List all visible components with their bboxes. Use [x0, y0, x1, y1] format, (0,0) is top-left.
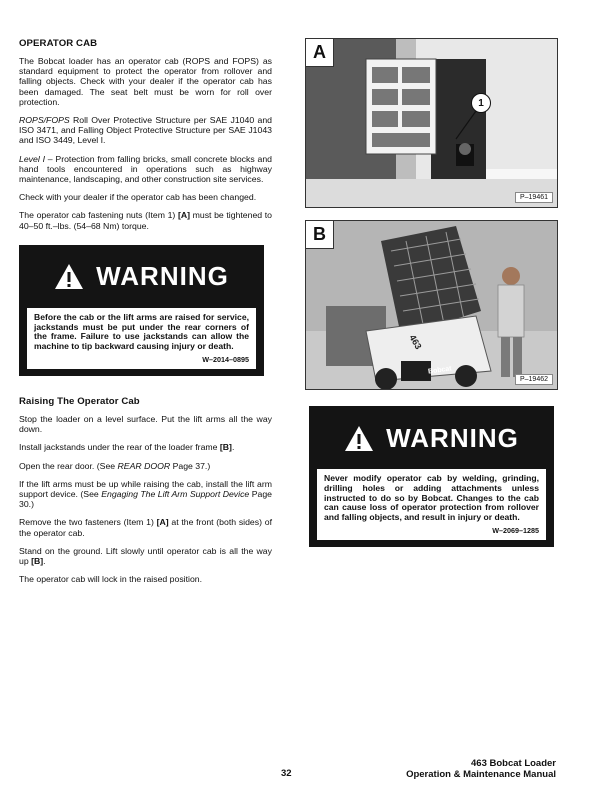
photo-a-cab-fastener: [305, 38, 558, 208]
step-cab-locks: The operator cab will lock in the raised position.: [19, 574, 203, 585]
lift-arm-support-reference: Engaging The Lift Arm Support Device: [101, 489, 250, 500]
photo-a-label: A: [306, 39, 334, 67]
photo-a-code: P–19461: [515, 192, 553, 203]
rops-term: ROPS/FOPS: [19, 115, 70, 126]
torque-paragraph: The operator cab fastening nuts (Item 1) [A] must be tightened to 40–50 ft.–lbs. (54–68 Nm) torque.: [19, 210, 272, 231]
warning-title: WARNING: [386, 422, 519, 453]
subsection-heading: Raising The Operator Cab: [19, 396, 140, 408]
step-rear-door: Open the rear door. (See REAR DOOR Page 37.): [19, 460, 211, 471]
warning-triangle-icon: [344, 425, 374, 452]
step-jackstands: Install jackstands under the rear of the loader frame [B].: [19, 442, 235, 453]
dealer-paragraph: Check with your dealer if the operator cab has been changed.: [19, 192, 257, 203]
loader-model-decal: 463: [407, 332, 424, 352]
step-lift-arm-support: If the lift arms must be up while raising the cab, install the lift arm support device. (See Engaging The Lift Arm Support Device Page 30.): [19, 478, 272, 510]
warning-message: Before the cab or the lift arms are raised for service, jackstands must be put under the rear corners of the frame. Failure to use jackstands can allow the machine to tip backward causing injury or death.: [34, 311, 249, 352]
section-heading: OPERATOR CAB: [19, 38, 98, 49]
level-term: Level I: [19, 153, 45, 164]
warning-message: Never modify operator cab by welding, grinding, drilling holes or adding attachments unless instructed to do so by Bobcat. Changes to the cab can cause loss of operator protection from rollover and falling objects, and result in injury or death.: [324, 473, 539, 523]
step-lift-cab: Stand on the ground. Lift slowly until operator cab is all the way up [B].: [19, 545, 272, 567]
right-column: [305, 38, 558, 547]
step-remove-fasteners: Remove the two fasteners (Item 1) [A] at the front (both sides) of the operator cab.: [19, 517, 272, 538]
warning-header: [27, 252, 256, 302]
warning-triangle-icon: [54, 263, 84, 290]
manual-title: 463 Bobcat Loader Operation & Maintenance Manual: [406, 758, 556, 780]
photo-b-label: B: [306, 221, 334, 249]
photo-b-code: P–19462: [515, 374, 553, 385]
warning-body: [317, 469, 546, 540]
photo-b-illustration: [306, 221, 558, 390]
photo-a-callout: 1: [471, 93, 491, 113]
warning-code: W–2069–1285: [492, 525, 539, 535]
photo-b-raised-cab: [305, 220, 558, 390]
rops-fops-paragraph: ROPS/FOPS Roll Over Protective Structure per SAE J1040 and ISO 3471, and Falling Object Protective Structure per SAE J1043 and ISO 3449, Level I.: [19, 115, 272, 146]
warning-box-cab-modification: [309, 406, 554, 547]
left-column: [19, 38, 272, 592]
warning-box-jackstands: [19, 245, 264, 376]
warning-code: W–2014–0895: [202, 355, 249, 365]
warning-title: WARNING: [96, 261, 229, 292]
photo-a-illustration: [306, 39, 558, 208]
loader-brand-decal: Bobcat: [427, 365, 453, 376]
warning-header: [317, 413, 546, 463]
page-number: 32: [281, 768, 292, 779]
level-one-paragraph: Level I – Protection from falling bricks, small concrete blocks and hand tools encountered in operations such as highway maintenance, landscaping, and other construction site services.: [19, 153, 272, 185]
rear-door-reference: REAR DOOR: [117, 460, 171, 471]
step-level-surface: Stop the loader on a level surface. Put the lift arms all the way down.: [19, 414, 272, 435]
warning-body: [27, 308, 256, 369]
intro-paragraph: The Bobcat loader has an operator cab (ROPS and FOPS) as standard equipment to protect the operator from rollover and falling objects. Check with your dealer if the operator cab has been damaged. The seat belt must be worn for roll over protection.: [19, 56, 272, 107]
